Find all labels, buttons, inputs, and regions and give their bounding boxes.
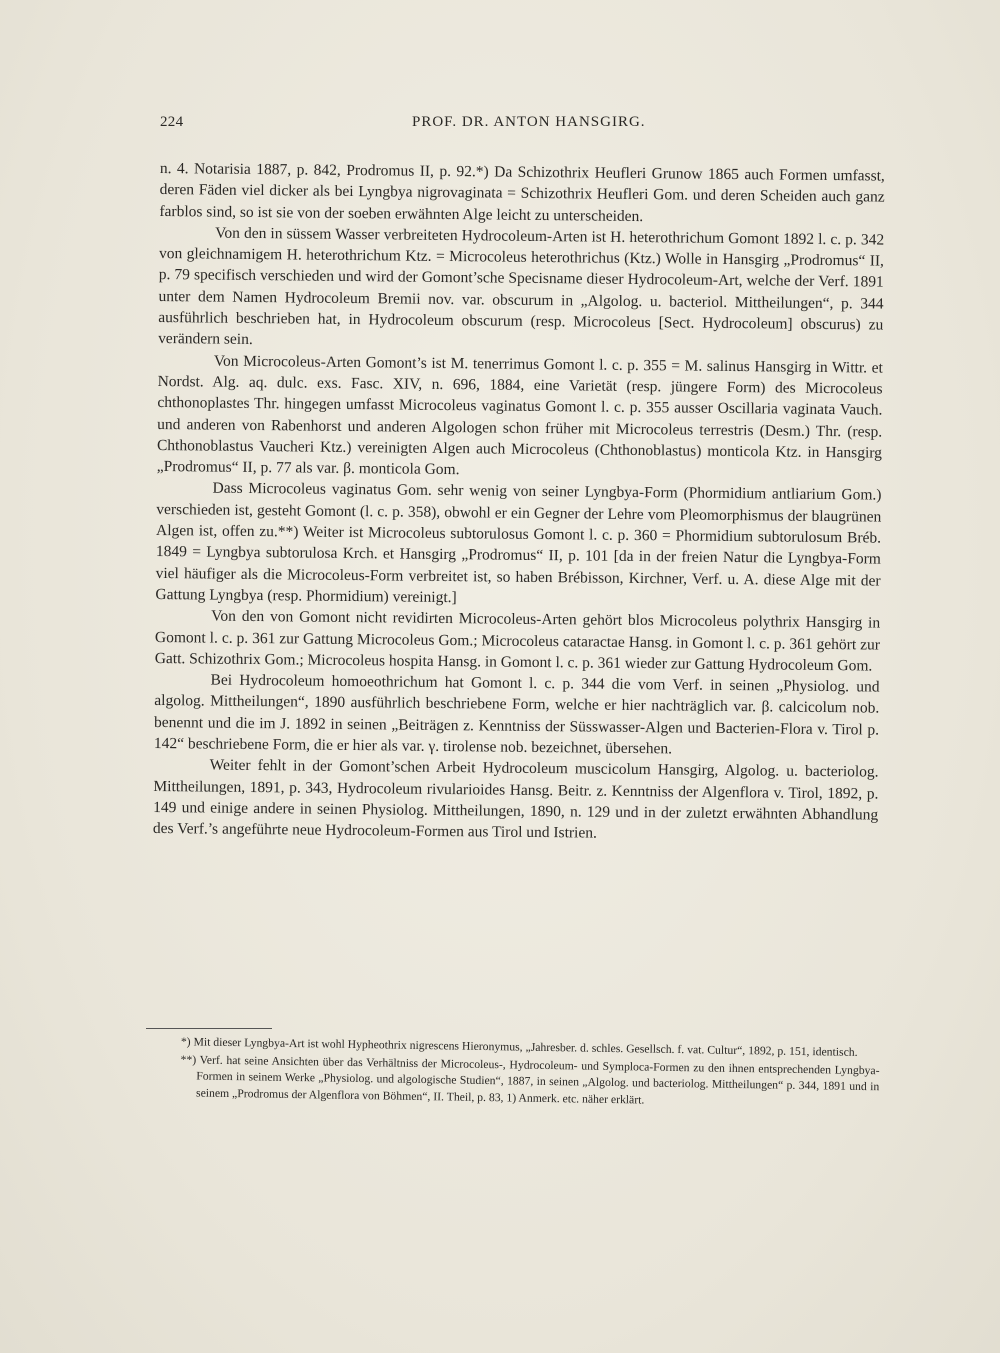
paragraph: Dass Microcoleus vaginatus Gom. sehr wenig von seiner Lyngbya-Form (Phormidium antliarium Gom.) verschieden ist, gesteht Gomont (l. c. p. 358), obwohl er ein Gegner der Lehre vom Pleomorphismus der blaugrünen Algen ist, offen zu.**) Weiter ist Microcoleus subtorulosus Gomont l. c. p. 360 = Phormidium subtorulosum Bréb. 1849 = Lyngbya subtorulosa Krch. et Hansgirg „Prodromus“ II, p. 101 [da in der freien Natur die Lyngbya-Form viel häufiger als die Microcoleus-Form verbreitet ist, so haben Brébisson, Kirchner, Verf. u. A. diese Alge mit der Gattung Lyngbya (resp. Phormidium) vereinigt.] bbox=[155, 480, 882, 607]
paragraph: Bei Hydrocoleum homoeothrichum hat Gomont l. c. p. 344 die vom Verf. in seinen „Physiolog. und algolog. Mittheilungen“, 1890 ausführlich beschriebene Form, welche er hier nachträglich var. β. calcicolum nob. benennt und die im J. 1892 in seinen „Beiträgen z. Kenntniss der Süsswasser-Algen und Bacterien-Flora v. Tirol p. 142“ beschriebene Form, die er hier als var. γ. tirolense nob. bezeichnet, übersehen. bbox=[153, 671, 880, 758]
footnote: *) Mit dieser Lyngbya-Art ist wohl Hypheothrix nigrescens Hieronymus, „Jahresber. d. schles. Gesellsch. f. vat. Cultur“, 1892, p. 151, identisch. bbox=[180, 1035, 858, 1059]
body-text bbox=[153, 158, 885, 847]
paragraph: Weiter fehlt in der Gomont’schen Arbeit Hydrocoleum muscicolum Hansgirg, Algolog. u. bacteriolog. Mittheilungen, 1891, p. 343, Hydrocoleum rivularioides Hansg. Beitr. z. Kenntniss der Algenflora v. Tirol, 1892, p. 149 und einige andere in seinen Physiolog. Mittheilungen, 1890, n. 129 und in der zuletzt erwähnten Abhandlung des Verf.’s angeführte neue Hydrocoleum-Formen aus Tirol und Istrien. bbox=[152, 756, 879, 842]
page-header bbox=[160, 114, 820, 138]
paragraph: Von den von Gomont nicht revidirten Microcoleus-Arten gehört blos Microcoleus polythrix Hansgirg in Gomont l. c. p. 361 zur Gattung Microcoleus Gom.; Microcoleus cataractae Hansg. in Gomont l. c. p. 361 gehört zur Gatt. Schizothrix Gom.; Microcoleus hospita Hansg. in Gomont l. c. p. 361 wieder zur Gattung Hydrocoleum Gom. bbox=[154, 607, 881, 675]
page-number: 224 bbox=[160, 114, 184, 130]
footnotes bbox=[164, 1034, 880, 1114]
paragraph: Von Microcoleus-Arten Gomont’s ist M. tenerrimus Gomont l. c. p. 355 = M. salinus Hansgirg in Wittr. et Nordst. Alg. aq. dulc. exs. Fasc. XIV, n. 696, 1884, eine Varietät (resp. jüngere Form) des Microcoleus chthonoplastes Thr. hingegen umfasst Microcoleus vaginatus Gomont l. c. p. 355 ausser Oscillaria vaginata Vauch. und anderen von Rabenhorst und anderen Algologen schon früher mit Microcoleus terrestris (Desm.) Thr. (resp. Chthonoblastus Vaucheri Ktz.) vereinigten Algen auch Microcoleus (Chthonoblastus) monticola Ktz. in Hansgirg „Prodromus“ II, p. 77 als var. β. monticola Gom. bbox=[156, 352, 883, 479]
footnote: **) Verf. hat seine Ansichten über das Verhältniss der Microcoleus-, Hydrocoleum- und Symploca-Formen zu den ihnen entsprechenden Lyngbya-Formen in seinem Werke „Physiolog. und algologische Studien“, 1887, in seinen „Algolog. und bacteriolog. Mittheilungen“ p. 344, 1891 und in seinem „Prodromus der Algenflora von Böhmen“, II. Theil, p. 83, 1) Anmerk. etc. näher erklärt. bbox=[180, 1053, 880, 1107]
footnote-divider bbox=[146, 1028, 272, 1029]
paragraph: n. 4. Notarisia 1887, p. 842, Prodromus II, p. 92.*) Da Schizothrix Heufleri Grunow 1865 auch Formen umfasst, deren Fäden viel dicker als bei Lyngbya nigrovaginata = Schizothrix Heufleri Gom. und deren Scheiden auch ganz farblos sind, so ist sie von der soeben erwähnten Alge leicht zu unterscheiden. bbox=[159, 159, 885, 225]
running-title: PROF. DR. ANTON HANSGIRG. bbox=[412, 114, 646, 130]
paragraph: Von den in süssem Wasser verbreiteten Hydrocoleum-Arten ist H. heterothrichum Gomont 1892 l. c. p. 342 von gleichnamigem H. heterothrichum Ktz. = Microcoleus heterothrichus (Ktz.) Wolle in Hansgirg „Prodromus“ II, p. 79 specifisch verschieden und wird der Gomont’sche Specisname dieser Hydrocoleum-Art, welche der Verf. 1891 unter dem Namen Hydrocoleum Bremii nov. var. obscurum in „Algolog. u. bacteriol. Mittheilungen“, p. 344 ausführlich beschrieben hat, in Hydrocoleum obscurum (resp. Microcoleus [Sect. Hydrocoleum] obscurus) zu verändern sein. bbox=[158, 224, 885, 349]
